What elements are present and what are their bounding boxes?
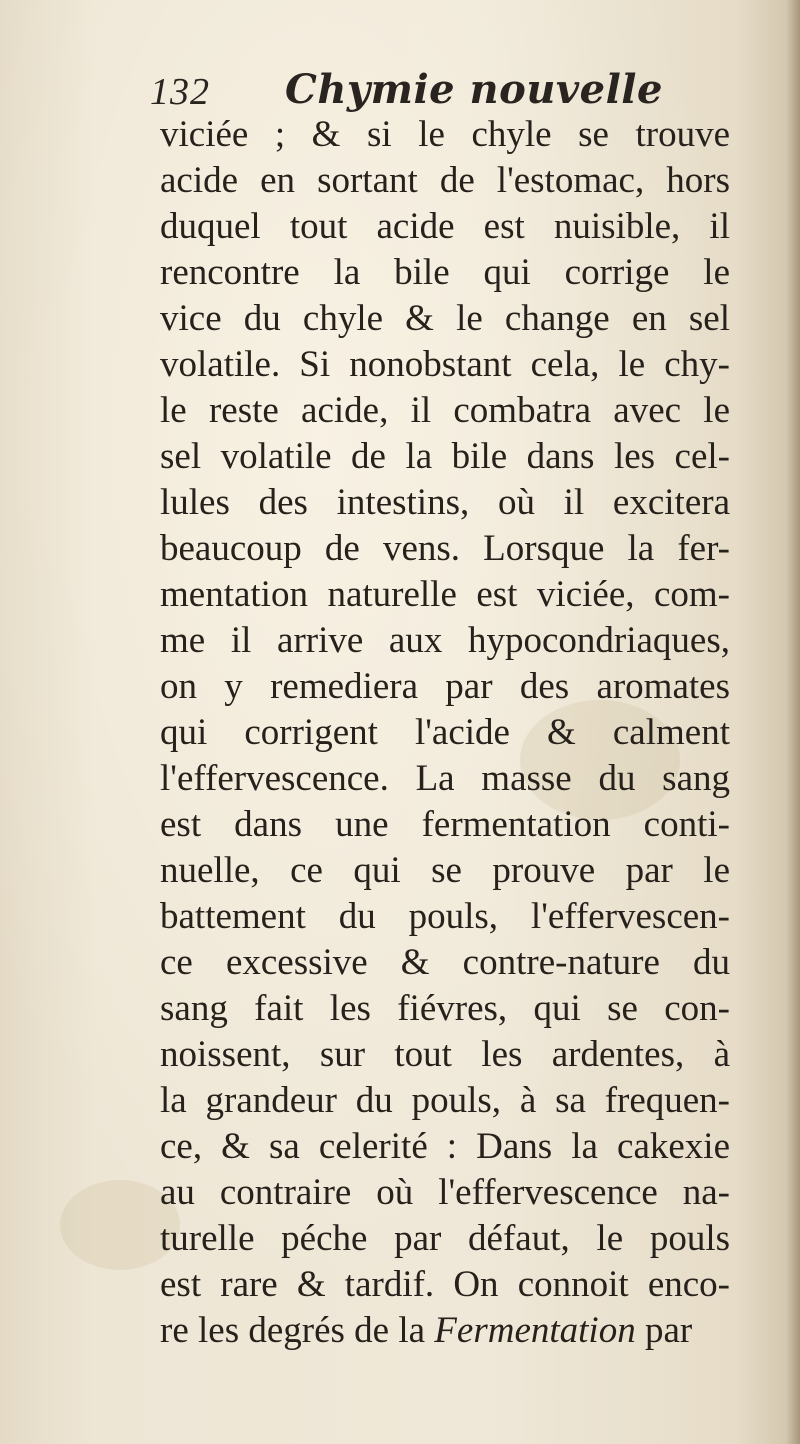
text-line: rencontre la bile qui corrige le bbox=[160, 252, 730, 293]
text-line: l'effervescence. La masse du sang bbox=[160, 758, 730, 799]
text-line: duquel tout acide est nuisible, il bbox=[160, 206, 730, 247]
text-line: mentation naturelle est viciée, com- bbox=[160, 574, 730, 615]
text-line: sang fait les fiévres, qui se con- bbox=[160, 988, 730, 1029]
final-line-tail: par bbox=[644, 1310, 693, 1351]
text-line: vice du chyle & le change en sel bbox=[160, 298, 730, 339]
text-line: acide en sortant de l'estomac, hors bbox=[160, 160, 730, 201]
text-line: battement du pouls, l'effervescen- bbox=[160, 896, 730, 937]
text-line: beaucoup de vens. Lorsque la fer- bbox=[160, 528, 730, 569]
final-line-text: re les degrés de la bbox=[160, 1310, 426, 1351]
text-line: me il arrive aux hypocondriaques, bbox=[160, 620, 730, 661]
text-line: turelle péche par défaut, le pouls bbox=[160, 1218, 730, 1259]
text-line: qui corrigent l'acide & calment bbox=[160, 712, 730, 753]
text-line: est rare & tardif. On connoit enco- bbox=[160, 1264, 730, 1305]
text-line: noissent, sur tout les ardentes, à bbox=[160, 1034, 730, 1075]
text-line-final bbox=[130, 1308, 730, 1354]
text-line: lules des intestins, où il excitera bbox=[160, 482, 730, 523]
text-line: ce excessive & contre-nature du bbox=[160, 942, 730, 983]
body-text bbox=[130, 112, 750, 1354]
italic-term: Fermentation bbox=[434, 1310, 636, 1351]
text-line: au contraire où l'effervescence na- bbox=[160, 1172, 730, 1213]
text-line: la grandeur du pouls, à sa frequen- bbox=[160, 1080, 730, 1121]
text-line: le reste acide, il combatra avec le bbox=[160, 390, 730, 431]
text-line: on y remediera par des aromates bbox=[160, 666, 730, 707]
text-line: est dans une fermentation conti- bbox=[160, 804, 730, 845]
page-number: 132 bbox=[150, 71, 210, 113]
text-line: volatile. Si nonobstant cela, le chy- bbox=[160, 344, 730, 385]
text-line: nuelle, ce qui se prouve par le bbox=[160, 850, 730, 891]
text-line: viciée ; & si le chyle se trouve bbox=[160, 114, 730, 155]
text-line: ce, & sa celerité : Dans la cakexie bbox=[160, 1126, 730, 1167]
page-edge-shadow bbox=[786, 0, 800, 1444]
text-line: sel volatile de la bile dans les cel- bbox=[160, 436, 730, 477]
running-title: Chymie nouvelle bbox=[285, 66, 663, 113]
